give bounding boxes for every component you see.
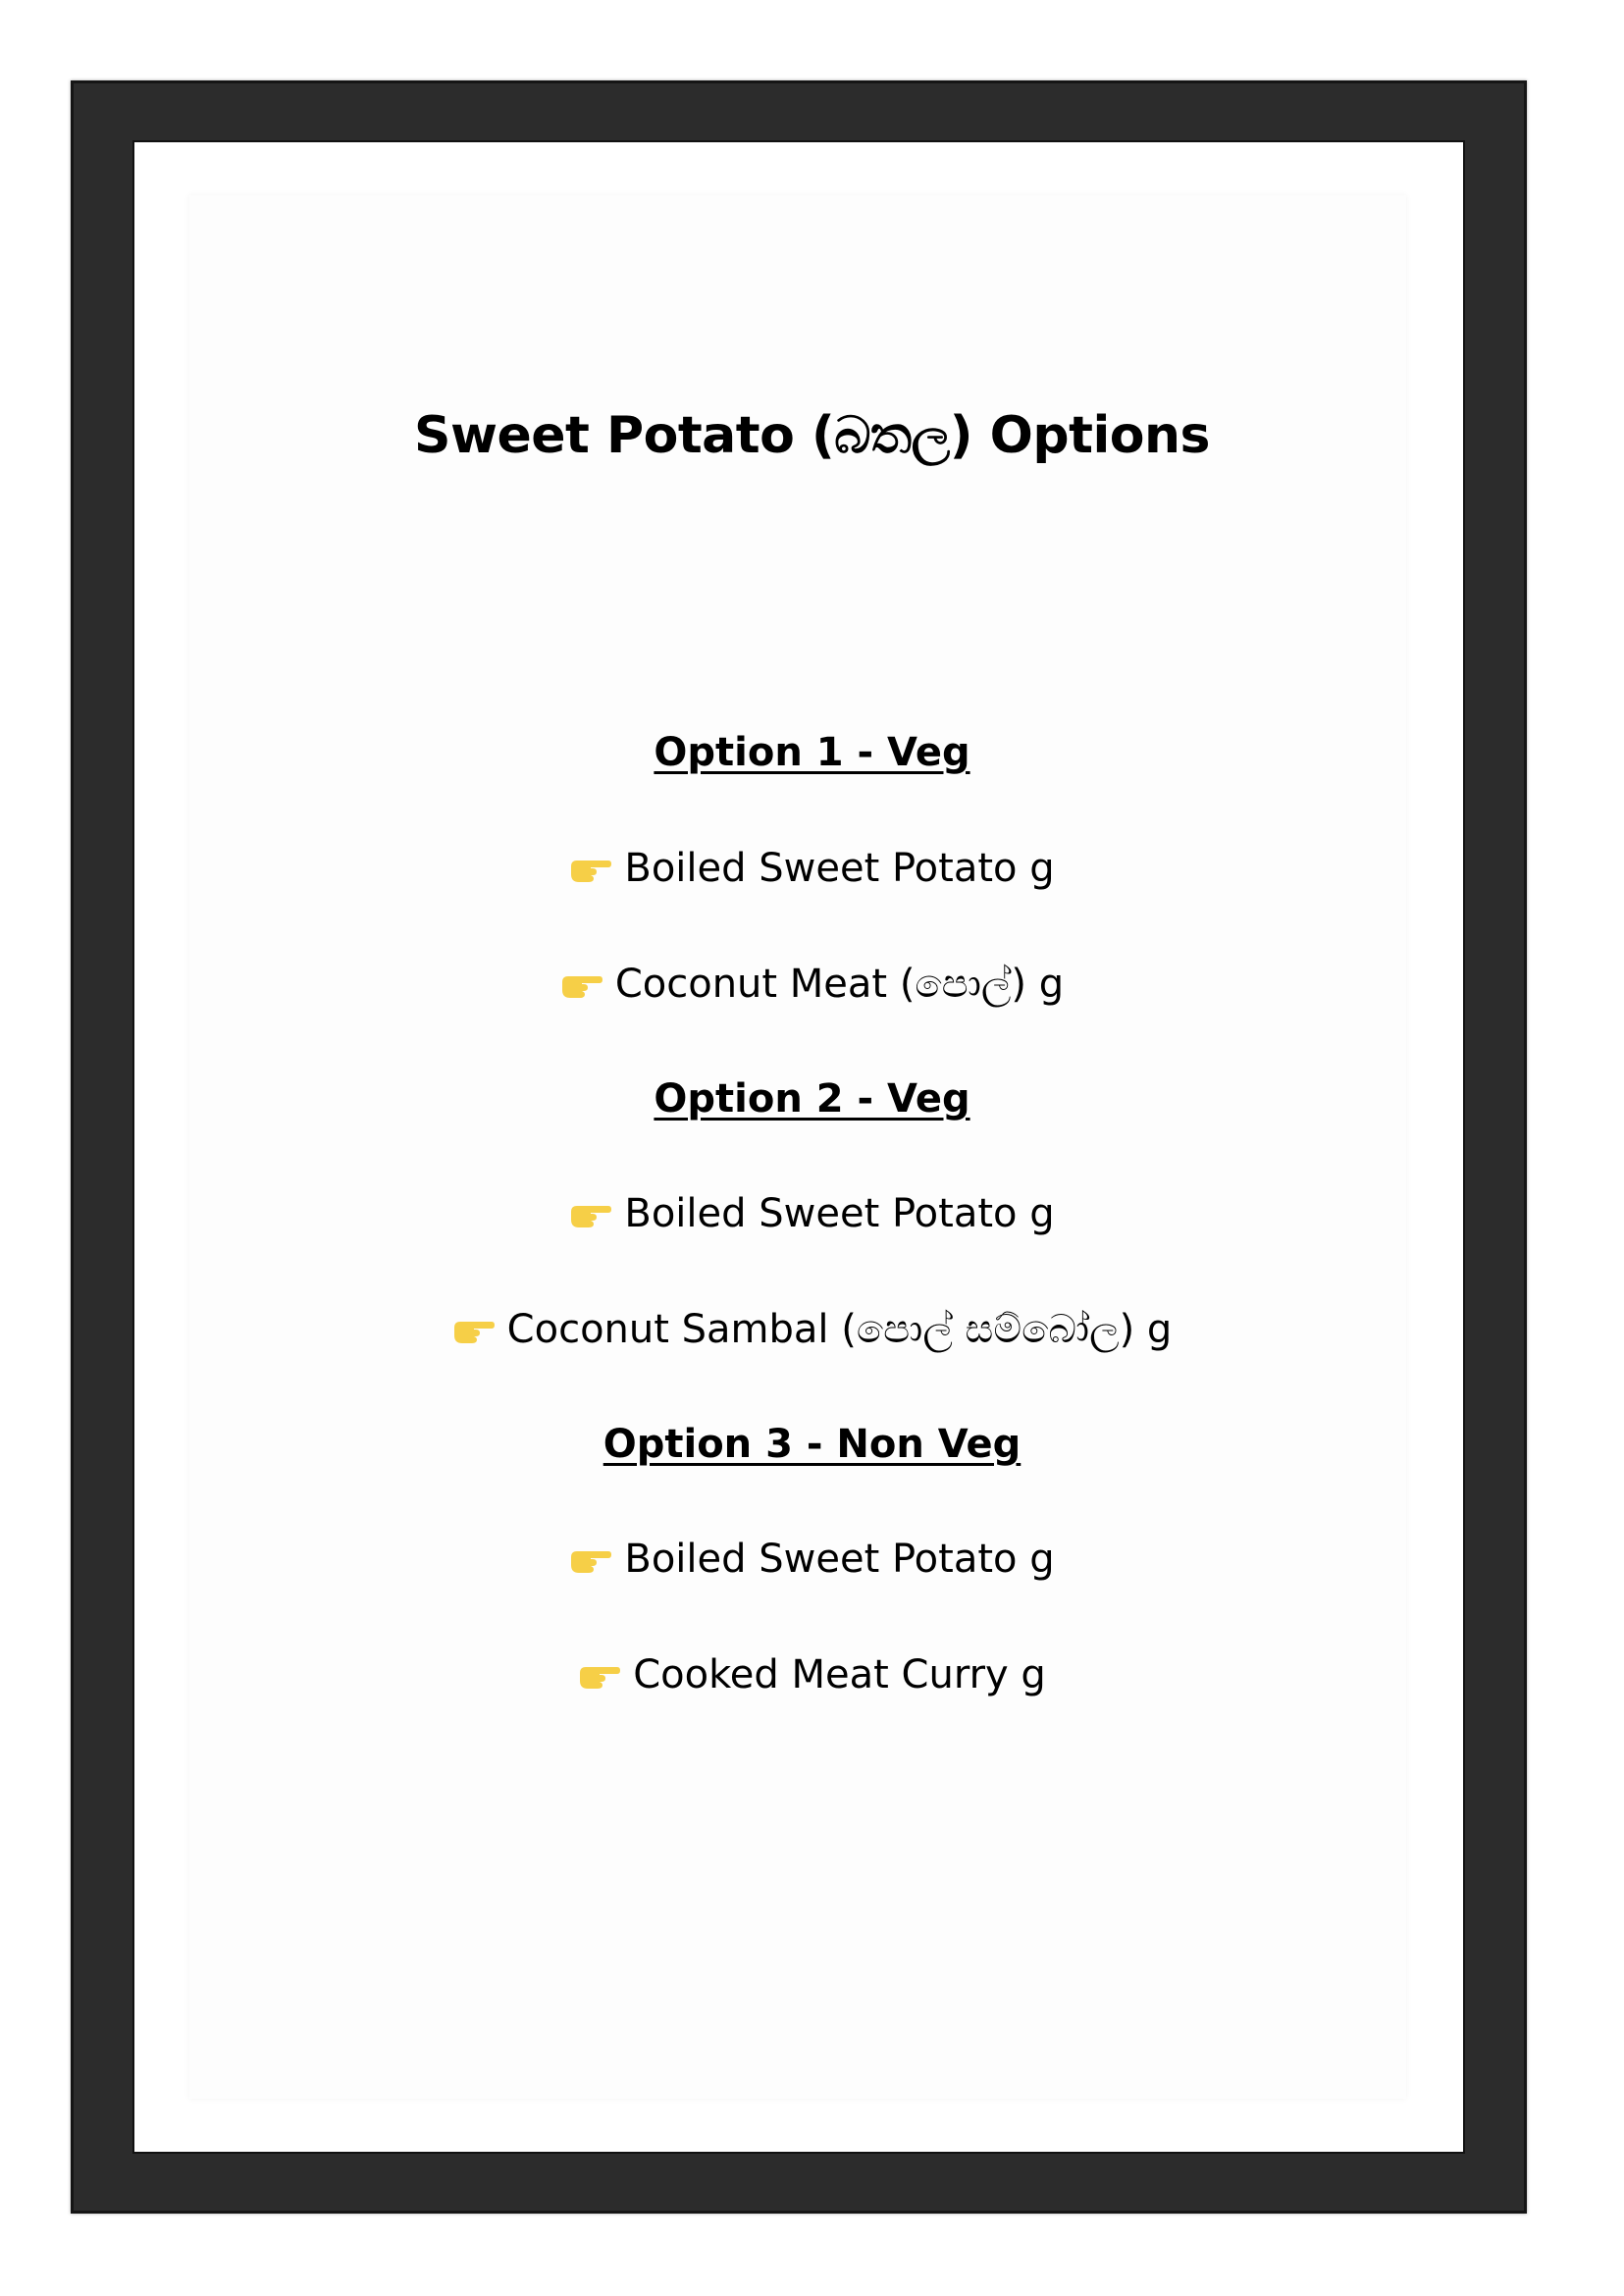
option-2-item-1 — [0, 1191, 1624, 1236]
paper — [189, 195, 1406, 2099]
page-title: Sweet Potato (බතල) Options — [414, 406, 1210, 465]
option-3-item-2 — [0, 1652, 1624, 1697]
option-1-item-1 — [0, 846, 1624, 891]
picture-frame — [71, 80, 1527, 2214]
option-1-heading: Option 1 - Veg — [654, 730, 970, 775]
pointing-hand-icon — [569, 1543, 612, 1575]
item-text: Coconut Meat (පොල්) g — [614, 962, 1065, 1007]
option-3-item-1 — [0, 1537, 1624, 1582]
item-text: Boiled Sweet Potato g — [624, 846, 1055, 891]
option-3-heading: Option 3 - Non Veg — [602, 1422, 1022, 1467]
item-text: Coconut Sambal (පොල් සම්බෝල) g — [506, 1307, 1173, 1352]
option-2-item-2 — [0, 1307, 1624, 1352]
option-1-item-2 — [0, 962, 1624, 1007]
item-text: Boiled Sweet Potato g — [624, 1537, 1055, 1582]
option-2-heading: Option 2 - Veg — [654, 1076, 970, 1122]
item-text: Boiled Sweet Potato g — [624, 1191, 1055, 1236]
pointing-hand-icon — [578, 1659, 621, 1691]
pointing-hand-icon — [569, 853, 612, 884]
pointing-hand-icon — [560, 968, 603, 1000]
pointing-hand-icon — [569, 1198, 612, 1229]
item-text: Cooked Meat Curry g — [633, 1652, 1046, 1697]
pointing-hand-icon — [452, 1314, 496, 1345]
